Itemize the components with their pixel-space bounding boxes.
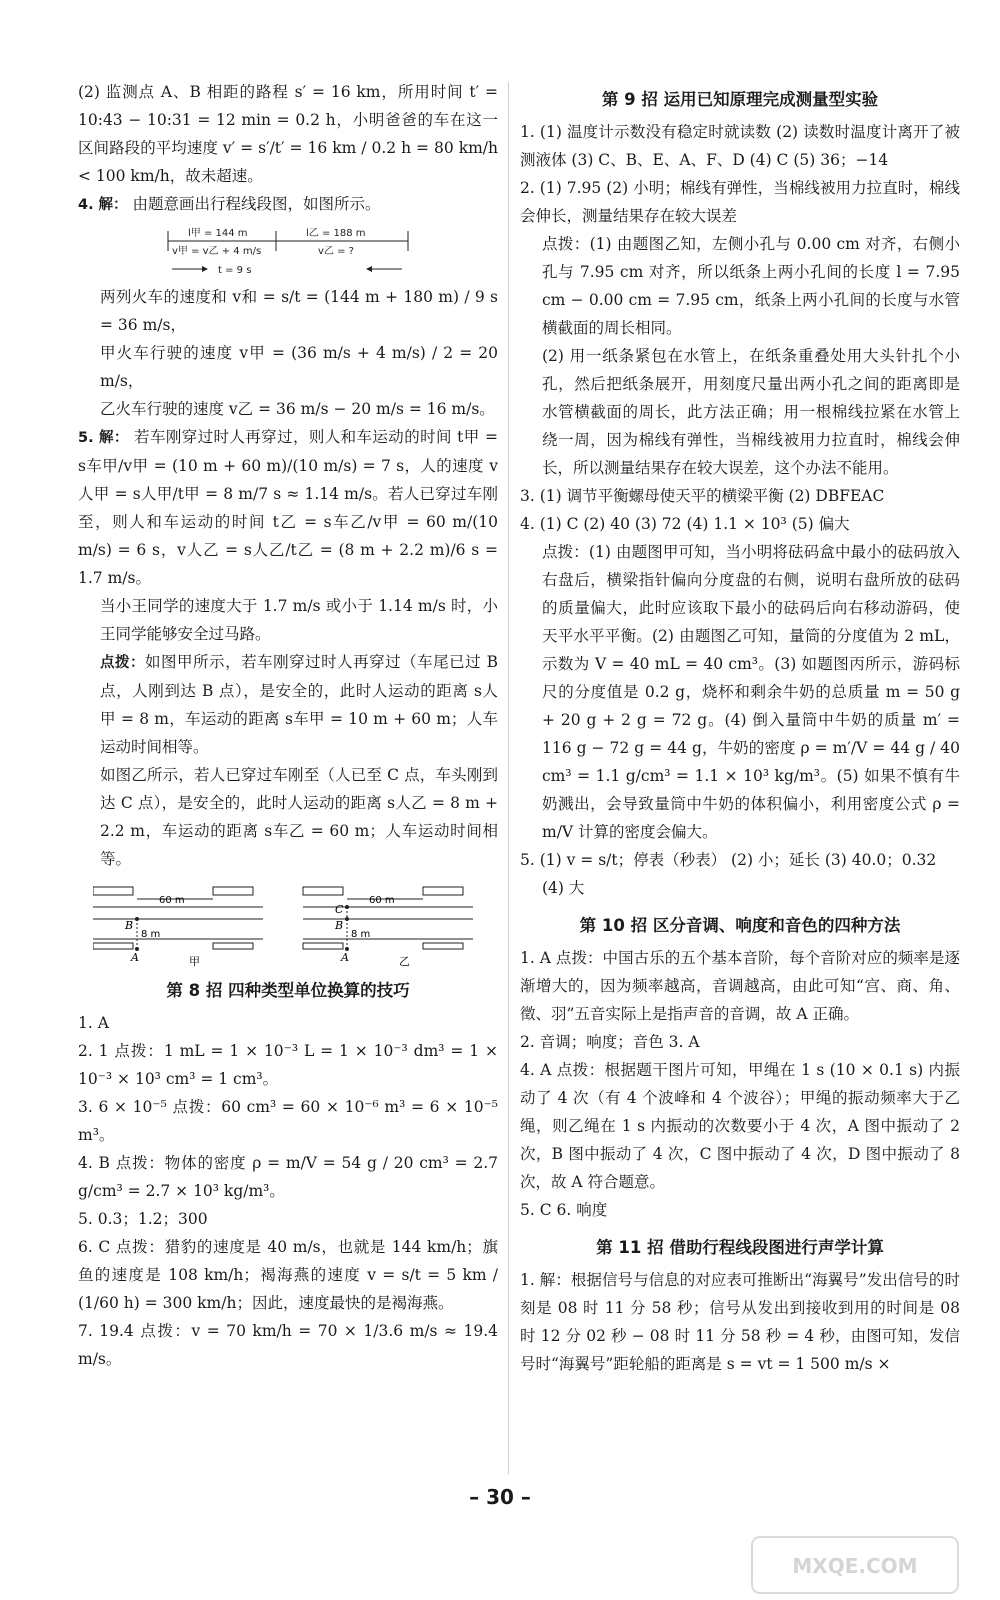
train-segment-diagram (158, 223, 418, 279)
right-column (520, 78, 960, 1378)
point-b-label: B (335, 919, 344, 932)
tip-text: 如图甲所示，若车刚穿过时人再穿过（车尾已过 B 点，人刚到达 B 点），是安全的，此时人运动的距离 s人甲 = 8 m，车运动的距离 s车甲 = 10 m + 60 m；人车运动时间相等。 (100, 653, 499, 756)
left-column (78, 78, 498, 1373)
tip-paragraph (78, 648, 498, 761)
tip-keyword: 点拨： (100, 655, 146, 671)
length-yi-label: l乙 = 188 m (306, 228, 366, 239)
question-4 (78, 190, 498, 219)
height-label: 8 m (351, 929, 371, 940)
diagram-jia (93, 887, 263, 967)
length-jia-label: l甲 = 144 m (188, 228, 248, 239)
answer-7: 7. 19.4 点拨：v = 70 km/h = 70 × 1/3.6 m/s ≈ 19.4 m/s。 (78, 1322, 498, 1368)
diagram-yi (303, 887, 473, 967)
question-number: 4. (78, 197, 94, 213)
tip-paragraph: (2) 用一纸条紧包在水管上，在纸条重叠处用大头针扎个小孔，然后把纸条展开，用刻度尺量出两小孔之间的距离即是水管横截面的周长，此方法正确；用一根棉线拉紧在水管上绕一周，因为棉线有弹性，当棉线被用力拉直时，棉线会伸长，所以测量结果存在较大误差，这个办法不能用。 (542, 347, 960, 477)
site-watermark (750, 1535, 960, 1595)
answer-2: 2. 1 点拨：1 mL = 1 × 10⁻³ L = 1 × 10⁻³ dm³ = 1 × 10⁻³ × 10³ cm³ = 1 cm³。 (78, 1042, 498, 1088)
question-number: 5. (78, 430, 94, 446)
section-heading-9: 第 9 招 运用已知原理完成测量型实验 (601, 90, 879, 109)
answer-1: 1. (1) 温度计示数没有稳定时就读数 (2) 读数时温度计离开了被测液体 (3) C、B、E、A、F、D (4) C (5) 36；−14 (520, 123, 960, 169)
point-c-label: C (335, 903, 344, 916)
height-label: 8 m (141, 929, 161, 940)
answer-4: 4. (1) C (2) 40 (3) 72 (4) 1.1 × 10³ (5) 偏大 (520, 515, 850, 533)
distance-label: 60 m (369, 895, 395, 906)
answer-3: 3. (1) 调节平衡螺母使天平的横梁平衡 (2) DBFEAC (520, 487, 885, 505)
section-heading-10: 第 10 招 区分音调、响度和音色的四种方法 (579, 916, 901, 935)
keyword: 解： (98, 197, 128, 213)
section-heading-8: 第 8 招 四种类型单位换算的技巧 (166, 981, 410, 1000)
answer-2-3: 2. 音调；响度；音色 3. A (520, 1033, 700, 1051)
figure-caption-jia: 甲 (189, 955, 200, 967)
column-divider (508, 82, 509, 1474)
question-text: 若车刚穿过时人再穿过，则人和车运动的时间 t甲 = s车甲/v甲 = (10 m + 60 m)/(10 m/s) = 7 s，人的速度 v人甲 = s人甲/t甲 = 8 m/7 s ≈ 1.14 m/s。若人已穿过车刚至，则人和车运动的时间 t乙 = s车乙/v甲 = 60 m/(10 m/s) = 6 s，v人乙 = s人乙/t乙 = (8 m + 2.2 m)/6 s = 1.7 m/s。 (78, 428, 498, 587)
point-a-label: A (341, 951, 349, 964)
page-number: – 30 – (469, 1485, 531, 1509)
answer-4: 4. B 点拨：物体的密度 ρ = m/V = 54 g / 20 cm³ = 2.7 g/cm³ = 2.7 × 10³ kg/m³。 (78, 1154, 498, 1200)
paragraph: 两列火车的速度和 v和 = s/t = (144 m + 180 m) / 9 s = 36 m/s， (100, 288, 498, 334)
answer-4: 4. A 点拨：根据题干图片可知，甲绳在 1 s (10 × 0.1 s) 内振动了 4 次（有 4 个波峰和 4 个波谷）；甲绳的振动频率大于乙绳，则乙绳在 1 s 内振动的次数要小于 4 次，A 图中振动了 2 次，B 图中振动了 4 次，C 图中振动了 4 次，D 图中振动了 8 次，故 A 符合题意。 (520, 1061, 960, 1191)
road-crossing-diagram (93, 877, 483, 967)
tip-paragraph: 点拨：(1) 由题图乙知，左侧小孔与 0.00 cm 对齐，右侧小孔与 7.95 cm 对齐，所以纸条上两小孔间的长度 l = 7.95 cm − 0.00 cm = 7.95 cm，纸条上两小孔间的长度与水管横截面的周长相同。 (542, 235, 960, 337)
paragraph: (2) 监测点 A、B 相距的路程 s′ = 16 km，所用时间 t′ = 10:43 − 10:31 = 12 min = 0.2 h，小明爸爸的车在这一区间路段的平均速度 v′ = s′/t′ = 16 km / 0.2 h = 80 km/h < 100 km/h，故未超速。 (78, 83, 498, 185)
answer-1: 1. 解：根据信号与信息的对应表可推断出“海翼号”发出信号的时刻是 08 时 11 分 58 秒；信号从发出到接收到用的时间是 08 时 12 分 02 秒 − 08 时 11 分 58 秒 = 4 秒，由图可知，发信号时“海翼号”距轮船的距离是 s = vt = 1 500 m/s × (520, 1271, 960, 1373)
speed-yi-label: v乙 = ? (318, 246, 354, 257)
question-text: 由题意画出行程线段图，如图所示。 (132, 195, 381, 213)
distance-label: 60 m (159, 895, 185, 906)
watermark-text: MXQE.COM (792, 1554, 918, 1578)
answer-5-6: 5. C 6. 响度 (520, 1201, 608, 1219)
paragraph: 甲火车行驶的速度 v甲 = (36 m/s + 4 m/s) / 2 = 20 m/s， (100, 344, 498, 390)
answer-6: 6. C 点拨：猎豹的速度是 40 m/s，也就是 144 km/h；旗鱼的速度是 108 km/h；褐海燕的速度 v = s/t = 5 km / (1/60 h) = 300 km/h；因此，速度最快的是褐海燕。 (78, 1238, 498, 1312)
answer-5: 5. (1) v = s/t；停表（秒表） (2) 小；延长 (3) 40.0；0.32 (520, 851, 937, 869)
speed-jia-label: v甲 = v乙 + 4 m/s (172, 246, 262, 257)
answer-1: 1. A 点拨：中国古乐的五个基本音阶，每个音阶对应的频率是逐渐增大的，因为频率越高，音调越高，由此可知“宫、商、角、徵、羽”五音实际上是指声音的音调，故 A 正确。 (520, 949, 960, 1023)
paragraph: 乙火车行驶的速度 v乙 = 36 m/s − 20 m/s = 16 m/s。 (100, 400, 495, 418)
answer-5-part-4: (4) 大 (542, 879, 585, 897)
answer-5: 5. 0.3；1.2；300 (78, 1210, 208, 1228)
section-heading-11: 第 11 招 借助行程线段图进行声学计算 (596, 1238, 884, 1257)
question-5 (78, 423, 498, 592)
time-label: t = 9 s (218, 265, 252, 276)
paragraph: 当小王同学的速度大于 1.7 m/s 或小于 1.14 m/s 时，小王同学能够安全过马路。 (100, 597, 498, 643)
answer-2: 2. (1) 7.95 (2) 小明；棉线有弹性，当棉线被用力拉直时，棉线会伸长，测量结果存在较大误差 (520, 179, 960, 225)
keyword: 解： (98, 430, 129, 446)
point-a-label: A (131, 951, 139, 964)
tip-paragraph: 点拨：(1) 由题图甲可知，当小明将砝码盒中最小的砝码放入右盘后，横梁指针偏向分度盘的右侧，说明右盘所放的砝码的质量偏大，此时应该取下最小的砝码后向右移动游码，使天平水平平衡。(2) 由题图乙可知，量筒的分度值为 2 mL，示数为 V = 40 mL = 40 cm³。(3) 如题图丙所示，游码标尺的分度值是 0.2 g，烧杯和剩余牛奶的总质量 m = 50 g + 20 g + 2 g = 72 g。(4) 倒入量筒中牛奶的质量 m′ = 116 g − 72 g = 44 g，牛奶的密度 ρ = m′/V = 44 g / 40 cm³ = 1.1 g/cm³ = 1.1 × 10³ kg/m³。(5) 如果不慎有牛奶溅出，会导致量筒中牛奶的体积偏小，利用密度公式 ρ = m/V 计算的密度会偏大。 (542, 543, 960, 841)
answer-1: 1. A (78, 1014, 109, 1032)
point-b-label: B (125, 919, 134, 932)
paragraph: 如图乙所示，若人已穿过车刚至（人已至 C 点，车头刚到达 C 点），是安全的，此时人运动的距离 s人乙 = 8 m + 2.2 m，车运动的距离 s车乙 = 60 m；人车运动时间相等。 (100, 766, 498, 868)
figure-caption-yi: 乙 (399, 955, 410, 967)
answer-3: 3. 6 × 10⁻⁵ 点拨：60 cm³ = 60 × 10⁻⁶ m³ = 6 × 10⁻⁵ m³。 (78, 1098, 498, 1144)
